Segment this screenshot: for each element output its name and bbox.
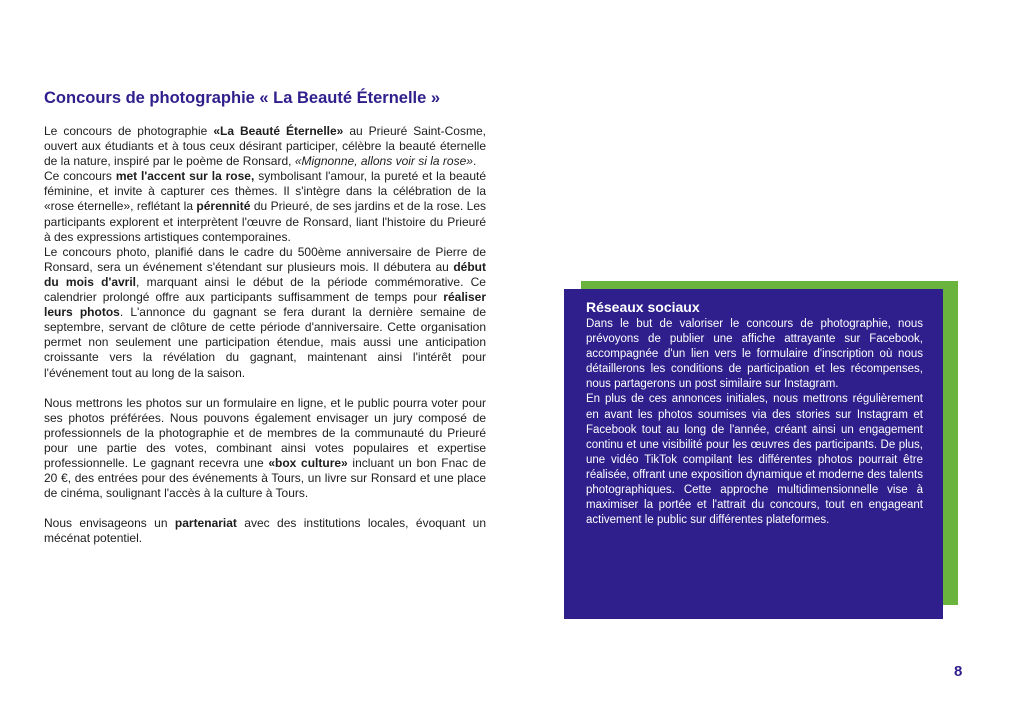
paragraph-schedule: Le concours photo, planifié dans le cadre du 500ème anniversaire de Pierre de Ronsard, sera un événement s'étendant sur plusieurs mois. Il débutera au début du mois d'avril, marquant ainsi le début de la période commémorative. Ce calendrier prolongé offre aux participants suffisamment de temps pour réaliser leurs photos. L'annonce du gagnant se fera durant la dernière semaine de septembre, servant de clôture de cette période d'anniversaire. Cette organisation permet non seulement une participation étendue, mais aussi une anticipation croissante vers la révélation du gagnant, maintenant ainsi l'intérêt pour l'événement tout au long de la saison.	[44, 244, 486, 380]
callout-paragraph-1: Dans le but de valoriser le concours de photographie, nous prévoyons de publier une affiche attrayante sur Facebook, accompagnée d'un lien vers le formulaire d'inscription où nous détaillerons les conditions de participation et les récompenses, nous partagerons un post similaire sur Instagram.	[586, 318, 923, 391]
paragraph-partnership: Nous envisageons un partenariat avec des institutions locales, évoquant un mécénat potentiel.	[44, 516, 486, 546]
page-number: 8	[954, 663, 963, 680]
callout-heading: Réseaux sociaux	[586, 299, 700, 315]
main-text-column	[44, 124, 486, 546]
paragraph-theme: Ce concours met l'accent sur la rose, symbolisant l'amour, la pureté et la beauté féminine, et invite à capturer ces thèmes. Il s'intègre dans la célébration de la «rose éternelle», reflétant la pérennité du Prieuré, de ses jardins et de la rose. Les participants explorent et interprètent l'œuvre de Ronsard, liant l'histoire du Prieuré à des expressions artistiques contemporaines.	[44, 169, 487, 244]
paragraph-intro: Le concours de photographie «La Beauté Éternelle» au Prieuré Saint-Cosme, ouvert aux étudiants et à tous ceux désirant participer, célèbre la beauté éternelle de la nature, inspiré par le poème de Ronsard, «Mignonne, allons voir si la rose».	[44, 124, 486, 169]
paragraph-voting: Nous mettrons les photos sur un formulaire en ligne, et le public pourra voter pour ses photos préférées. Nous pouvons également envisager un jury composé de professionnels de la photographie et de membres de la communauté du Prieuré pour une partie des votes, combinant ainsi votes populaires et expertise professionnelle. Le gagnant recevra une «box culture» incluant un bon Fnac de 20 €, des entrées pour des événements à Tours, un livre sur Ronsard et une place de cinéma, soulignant l'accès à la culture à Tours.	[44, 395, 486, 501]
callout-paragraph-2: En plus de ces annonces initiales, nous mettrons régulièrement en avant les photos soumises via des stories sur Instagram et Facebook tout au long de l'année, créant ainsi un engagement continu et une visibilité pour les œuvres des participants. De plus, une vidéo TikTok compilant les différentes photos pourrait être réalisée, offrant une exposition dynamique et moderne des talents photographiques. Cette approche multidimensionnelle vise à maximiser la portée et l'attrait du concours, tout en engageant activement le public sur différentes plateformes.	[586, 393, 923, 527]
page-title: Concours de photographie « La Beauté Éternelle »	[44, 89, 441, 107]
social-media-callout	[564, 289, 943, 619]
